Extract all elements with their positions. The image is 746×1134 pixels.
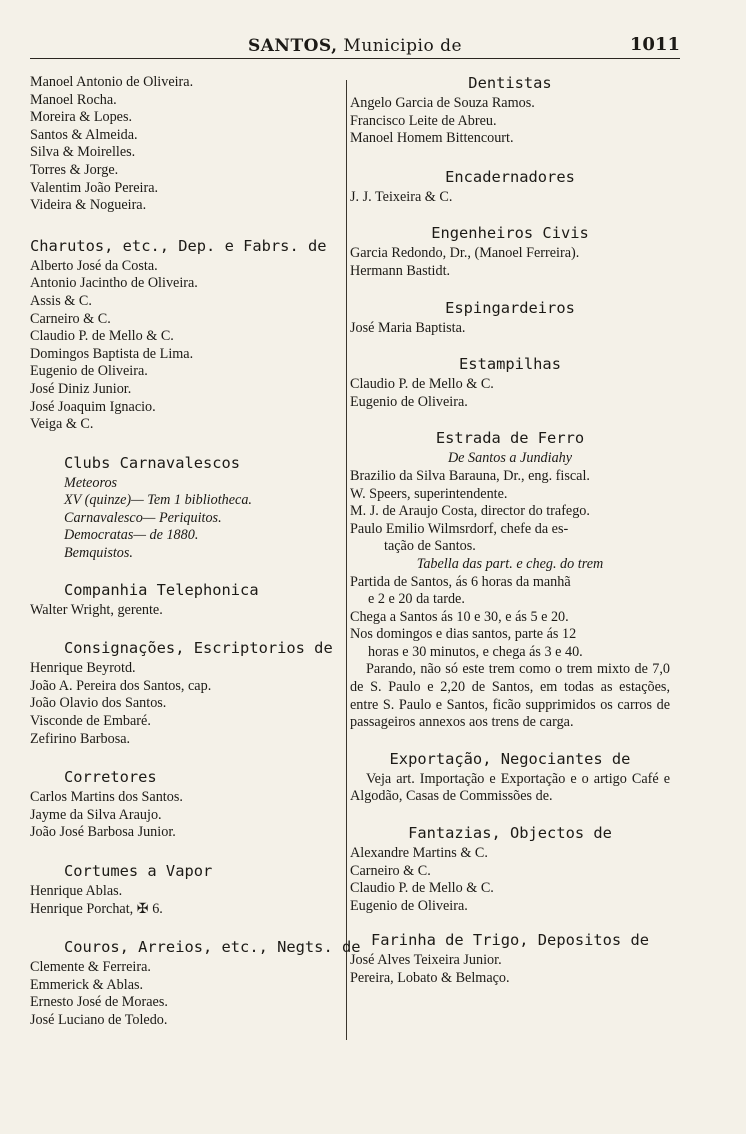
list-item: João José Barbosa Junior.	[30, 824, 176, 841]
list-item: Torres & Jorge.	[30, 161, 119, 178]
section-heading-consignacoes: Consignações, Escriptorios de	[64, 639, 333, 658]
list-item: Moreira & Lopes.	[30, 109, 133, 126]
section-heading-fantazias: Fantazias, Objectos de	[408, 824, 612, 843]
list-item: Pereira, Lobato & Belmaço.	[350, 970, 510, 986]
list-item: Manoel Rocha.	[30, 91, 117, 108]
list-item: Alexandre Martins & C.	[350, 845, 488, 862]
section-heading-espingardeiros: Espingardeiros	[445, 298, 575, 317]
page-header	[30, 34, 680, 59]
running-title	[30, 36, 680, 56]
section-heading-exportacao: Exportação, Negociantes de	[389, 749, 631, 768]
list-item: Hermann Bastidt.	[350, 262, 451, 279]
timetable-line: Nos domingos e dias santos, parte ás 12	[350, 626, 577, 643]
section-heading-estampilhas: Estampilhas	[459, 355, 561, 374]
list-item: Valentim João Pereira.	[30, 179, 159, 196]
list-item: Garcia Redondo, Dr., (Manoel Ferreira).	[350, 245, 580, 262]
section-heading-telephonica: Companhia Telephonica	[64, 580, 259, 599]
list-item: Claudio P. de Mello & C.	[350, 880, 494, 897]
list-item: José Diniz Junior.	[30, 380, 132, 397]
timetable-line: e 2 e 20 da tarde.	[368, 591, 465, 608]
section-heading-cortumes: Cortumes a Vapor	[64, 862, 213, 880]
list-item: Carneiro & C.	[30, 310, 111, 327]
list-item: José Joaquim Ignacio.	[30, 398, 156, 415]
list-item: José Luciano de Toledo.	[30, 1011, 168, 1028]
list-item: Veiga & C.	[30, 416, 94, 433]
list-item: Assis & C.	[30, 292, 92, 309]
list-item: Claudio P. de Mello & C.	[30, 328, 174, 345]
list-item: Democratas— de 1880.	[64, 527, 199, 544]
tabella-title: Tabella das part. e cheg. do trem	[416, 555, 604, 572]
timetable-line: horas e 30 minutos, e chega ás 3 e 40.	[368, 643, 583, 660]
list-item: José Alves Teixeira Junior.	[350, 952, 502, 969]
list-item: Angelo Garcia de Souza Ramos.	[350, 95, 535, 111]
list-item: Henrique Porchat, ✠ 6.	[30, 900, 163, 917]
column-divider	[346, 80, 347, 1040]
list-item: Francisco Leite de Abreu.	[350, 112, 497, 129]
title-city: SANTOS,	[247, 36, 338, 56]
section-heading-corretores: Corretores	[64, 768, 157, 787]
list-item: Manoel Antonio de Oliveira.	[30, 74, 194, 90]
top-list	[30, 74, 344, 215]
list-item: José Maria Baptista.	[350, 319, 466, 336]
page-number: 1011	[629, 34, 680, 55]
list-item: M. J. de Araujo Costa, director do trafego.	[350, 503, 590, 520]
timetable-line: Partida de Santos, ás 6 horas da manhã	[350, 573, 571, 590]
exportacao-paragraph: Veja art. Importação e Exportação e o artigo Café e Algodão, Casas de Commissões de.	[350, 770, 670, 805]
list-item: tação de Santos.	[384, 538, 476, 555]
right-column	[350, 74, 670, 988]
section-heading-couros: Couros, Arreios, etc., Negts. de	[64, 938, 361, 957]
list-item: Clemente & Ferreira.	[30, 959, 151, 976]
list-item: W. Speers, superintendente.	[350, 485, 508, 502]
list-item: João A. Pereira dos Santos, cap.	[30, 677, 212, 694]
list-item: Claudio P. de Mello & C.	[350, 376, 494, 393]
list-item: Domingos Baptista de Lima.	[30, 345, 194, 362]
list-item: Henrique Beyrotd.	[30, 660, 136, 677]
list-item: Silva & Moirelles.	[30, 144, 136, 161]
list-item: Bemquistos.	[64, 545, 133, 562]
list-item: Manoel Homem Bittencourt.	[350, 130, 514, 147]
title-municipality: Municipio de	[343, 36, 463, 56]
section-heading-dentistas: Dentistas	[468, 74, 552, 92]
list-item: Zefirino Barbosa.	[30, 730, 131, 747]
left-column	[30, 74, 361, 1030]
section-heading-engenheiros: Engenheiros Civis	[431, 224, 589, 243]
parando-paragraph: Parando, não só este trem como o trem mixto de 7,0 de S. Paulo e 2,20 de Santos, em todas as estações, entre S. Paulo e Santos, ficão supprimidos os carros de passageiros annexos aos trens de carga.	[350, 661, 670, 731]
list-item: Walter Wright, gerente.	[30, 601, 163, 618]
list-item: Meteoros	[64, 474, 118, 491]
list-item: Henrique Ablas.	[30, 883, 123, 899]
list-item: João Olavio dos Santos.	[30, 695, 167, 712]
list-item: Brazilio da Silva Barauna, Dr., eng. fiscal.	[350, 467, 590, 484]
list-item: Eugenio de Oliveira.	[350, 897, 468, 914]
list-item: Antonio Jacintho de Oliveira.	[30, 275, 198, 292]
list-item: Emmerick & Ablas.	[30, 976, 144, 993]
list-item: Carnavalesco— Periquitos.	[64, 509, 222, 526]
list-item: Visconde de Embaré.	[30, 713, 151, 730]
list-item: Carlos Martins dos Santos.	[30, 789, 183, 806]
list-item: Eugenio de Oliveira.	[30, 363, 148, 380]
section-heading-farinha: Farinha de Trigo, Depositos de	[371, 931, 649, 950]
timetable-line: Chega a Santos ás 10 e 30, e ás 5 e 20.	[350, 608, 569, 625]
list-item: Videira & Nogueira.	[30, 197, 147, 214]
section-heading-estrada: Estrada de Ferro	[435, 429, 585, 448]
list-item: Alberto José da Costa.	[30, 257, 158, 274]
list-item: Paulo Emilio Wilmsrdorf, chefe da es-	[350, 520, 569, 537]
estrada-subheading: De Santos a Jundiahy	[447, 450, 573, 467]
list-item: Eugenio de Oliveira.	[350, 393, 468, 410]
list-item: Carneiro & C.	[350, 862, 431, 879]
list-item: Ernesto José de Moraes.	[30, 994, 168, 1011]
list-item: Jayme da Silva Araujo.	[30, 806, 162, 823]
list-item: J. J. Teixeira & C.	[350, 188, 453, 205]
section-heading-charutos: Charutos, etc., Dep. e Fabrs. de	[30, 236, 327, 255]
list-item: Santos & Almeida.	[30, 126, 138, 143]
section-heading-clubs: Clubs Carnavalescos	[64, 453, 241, 472]
list-item: XV (quinze)— Tem 1 bibliotheca.	[64, 492, 252, 509]
section-heading-encadernadores: Encadernadores	[445, 167, 575, 186]
